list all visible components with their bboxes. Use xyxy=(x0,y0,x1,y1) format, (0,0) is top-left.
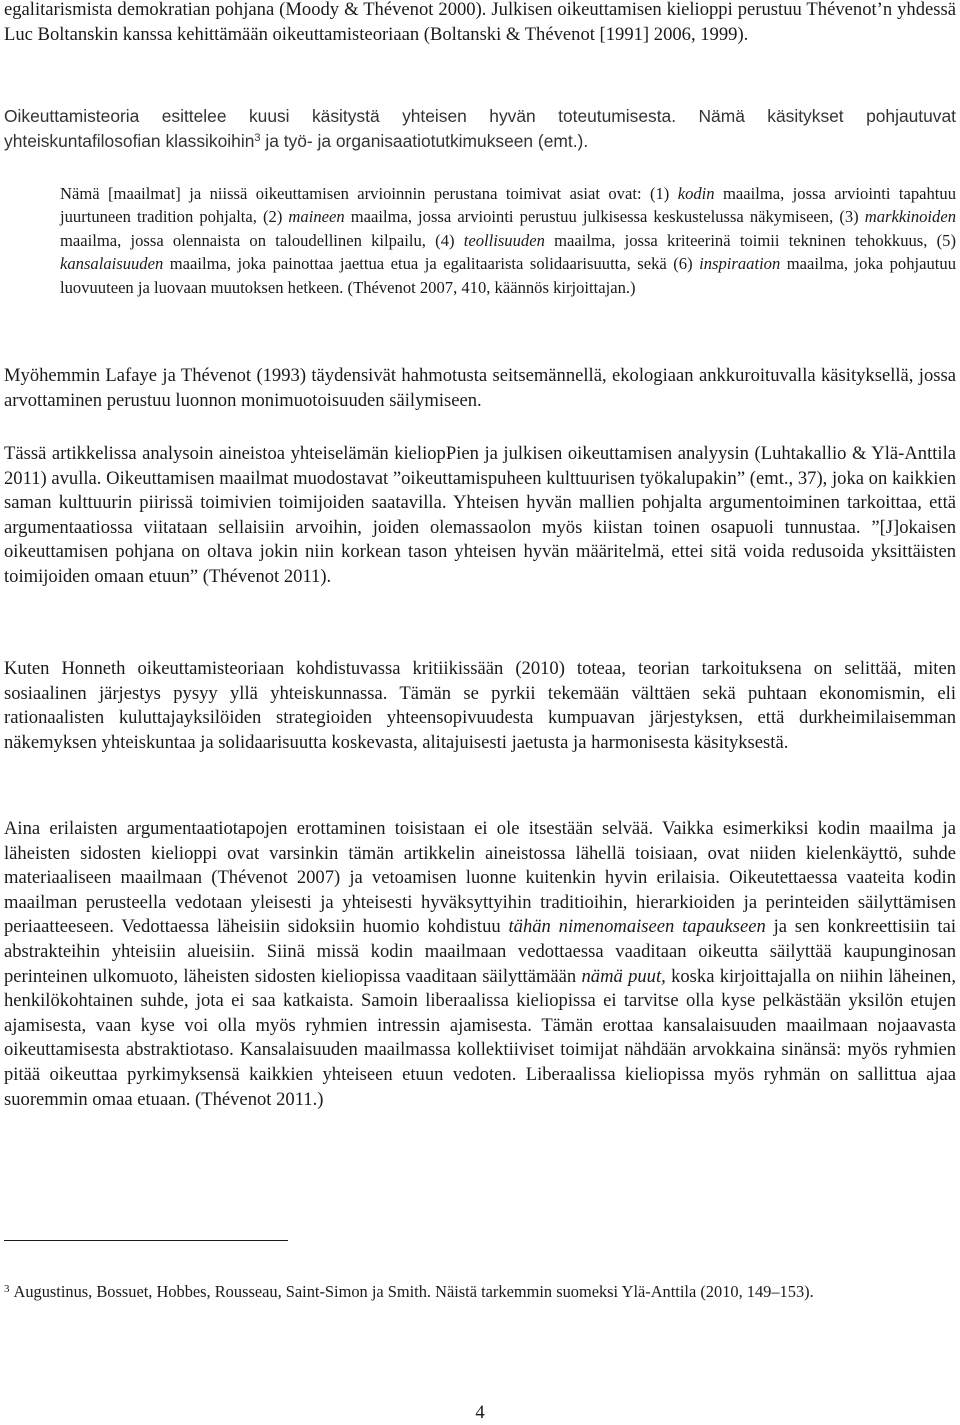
paragraph-intro: egalitarismista demokratian pohjana (Moody & Thévenot 2000). Julkisen oikeuttamisen kielioppi perustuu Thévenot’n yhdessä Luc Boltanskin kanssa kehittämään oikeuttamisteoriaan (Boltanski & Thévenot [1991] 2006, 1999). xyxy=(4,0,956,45)
footnote-text: Augustinus, Bossuet, Hobbes, Rousseau, Saint-Simon ja Smith. Näistä tarkemmin suomeksi Ylä-Anttila (2010, 149–153). xyxy=(13,1282,814,1301)
quote-text: Nämä [maailmat] ja niissä oikeuttamisen arvioinnin perustana toimivat asiat ovat: (1) xyxy=(60,184,678,203)
quote-text: maailma, jossa arviointi perustuu julkisessa keskustelussa näkymiseen, (3) xyxy=(344,207,865,227)
paragraph-text: Aina erilaisten argumentaatiotapojen erottaminen toisistaan ei ole itsestään selvää. Vaikka esimerkiksi kodin maailma ja läheisten sidosten kielioppi ovat varsinkin tämän artikkelin aineistossa lähellä toisiaan, ovat niiden kielenkäyttö, suhde materiaaliseen maailmaan (Thévenot 2007) ja vetoamisen luonne kuitenkin hyvin erilaisia. Oikeutettaessa vaateita kodin maailman perusteella vedotaan yleisesti ja yhteisesti hyväksyttyihin traditioihin, hierarkioiden ja perinteiden säilyttämisen periaatteeseen. Vedottaessa läheisiin sidoksiin huomio kohdistuu xyxy=(4,818,956,938)
paragraph-emphasis: tähän nimenomaiseen tapaukseen xyxy=(508,916,766,938)
paragraph-theory-text-end: ja työ- ja organisaatiotutkimukseen (emt.). xyxy=(260,130,589,151)
page-number: 4 xyxy=(475,1402,485,1423)
paragraph-text: koska kirjoittajalla on niihin läheinen, henkilökohtainen suhde, jota ei saa katkaista. Samoin liberaalissa kieliopissa ei tarvitse olla kyse pelkästään yksilön etujen ajamisesta, vaan kyse voi olla myös ryhmien intressin ajamisesta. Tämän erottaa kansalaisuuden maailmaan nojaavasta oikeuttamisesta abstraktiotaso. Kansalaisuuden maailmassa kollektiiviset toimijat nähdään arvokkaina sinänsä: myös ryhmien pitää oikeuttaa pyrkimyksensä kaikkien yhteiseen etuun vedoten. Liberaalissa kieliopissa myös ryhmän on sallittua ajaa suoremmin omaa etuaan. (Thévenot 2011.) xyxy=(4,965,956,1110)
quote-emphasis: markkinoiden xyxy=(864,207,956,227)
paragraph-text: ja sen konkreettisiin tai abstrakteihin yhteisiin alueisiin. Siinä missä kodin maailmaan vedottaessa vaaditaan oikeutta säilyttää kaupunginosan perinteinen ulkomuoto, läheisten sidosten kieliopissa vaaditaan säilyttämään xyxy=(4,916,956,987)
quote-text: maailma, jossa olennaista on taloudellinen kilpailu, (4) xyxy=(60,230,464,250)
quote-emphasis: kansalaisuuden xyxy=(60,254,164,274)
paragraph-theory xyxy=(4,104,956,153)
footnote-mark: 3 xyxy=(4,1283,10,1295)
quote-text: maailma, joka painottaa jaettua etua ja egalitaarista solidaarisuutta, sekä (6) xyxy=(163,254,700,274)
footnote-separator xyxy=(4,1240,288,1241)
quote-emphasis: kodin xyxy=(677,184,715,203)
footnote xyxy=(4,1281,956,1303)
paragraph-distinctions xyxy=(4,817,956,1112)
footnote-reference: 3 xyxy=(254,131,261,144)
paragraph-ecology: Myöhemmin Lafaye ja Thévenot (1993) täydensivät hahmotusta seitsemännellä, ekologiaan ankkuroituvalla käsityksellä, jossa arvottaminen perustuu luonnon monimuotoisuuden säilymiseen. xyxy=(4,365,956,411)
quote-text: maailma, jossa kriteerinä toimii tekninen tehokkuus, (5) xyxy=(544,230,956,250)
quote-emphasis: inspiraation xyxy=(699,254,781,274)
quote-emphasis: maineen xyxy=(288,207,345,227)
paragraph-theory-text: Oikeuttamisteoria esittelee kuusi käsitystä yhteisen hyvän toteutumisesta. Nämä käsitykset pohjautuvat yhteiskuntafilosofian klassikoihin xyxy=(4,106,956,151)
quote-text: maailma, jossa arviointi tapahtuu juurtuneen tradition pohjalta, (2) xyxy=(60,184,957,227)
paragraph-honneth: Kuten Honneth oikeuttamisteoriaan kohdistuvassa kritiikissään (2010) toteaa, teorian tarkoituksena on selittää, miten sosiaalinen järjestys pysyy yllä yhteiskunnassa. Tämän se pyrkii tekemään välttäen sekä puhtaan ekonomismin, eli rationaalisten kuluttajayksilöiden strategioiden yhteensopivuudesta kumpuavan järjestyksen, että durkheimilaisemman näkemyksen yhteiskuntaa ja solidaarisuutta koskevasta, alitajuisesti jaetusta ja harmonisesta käsityksestä. xyxy=(4,658,956,753)
paragraph-emphasis: nämä puut, xyxy=(581,965,666,987)
quote-emphasis: teollisuuden xyxy=(463,230,545,250)
quote-text: maailma, joka pohjautuu luovuuteen ja luovaan muutoksen hetkeen. (Thévenot 2007, 410, käännös kirjoittajan.) xyxy=(60,254,956,297)
paragraph-analysis: Tässä artikkelissa analysoin aineistoa yhteiselämän kieliopPien ja julkisen oikeuttamisen analyysin (Luhtakallio & Ylä-Anttila 2011) avulla. Oikeuttamisen maailmat muodostavat ”oikeuttamispuheen kulttuurisen työkalupakin” (emt., 37), joka on kaikkien saman kulttuurin piirissä toimivien toimijoiden saatavilla. Yhteisen hyvän mallien pohjalta argumentoiminen tarkoittaa, että argumentaatiossa viitataan sellaisiin arvoihin, joiden olemassaolon myös kiistan toinen osapuoli tunnustaa. ”[J]okaisen oikeuttamisen pohjana on oltava jokin niin korkean tason yhteisen hyvän määritelmä, ettei sitä voida redusoida yksittäisten toimijoiden omaan etuun” (Thévenot 2011). xyxy=(4,443,956,587)
block-quote xyxy=(60,182,956,299)
